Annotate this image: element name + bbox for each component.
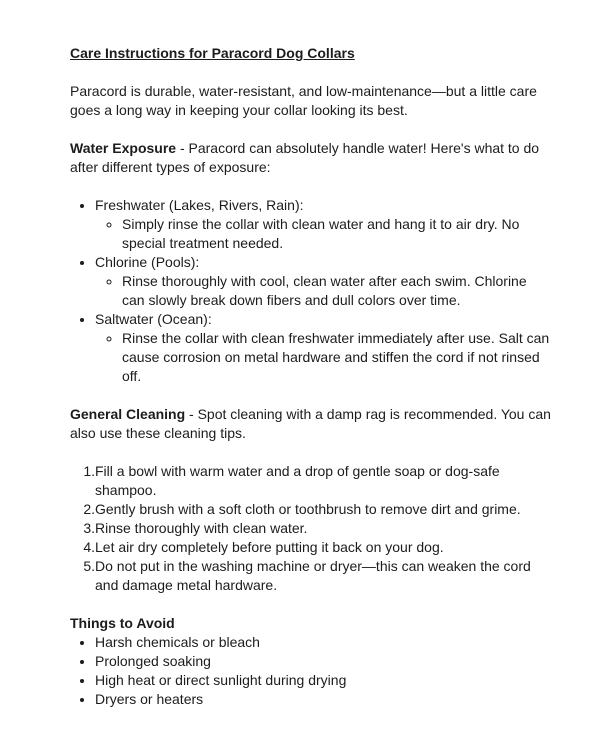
list-item-avoid: • Harsh chemicals or bleach: [95, 633, 553, 652]
list-item-chlorine: [95, 253, 553, 310]
list-item-step: Fill a bowl with warm water and a drop of gentle soap or dog-safe shampoo.: [95, 463, 500, 498]
general-cleaning-paragraph: [70, 405, 553, 443]
general-cleaning-label: General Cleaning: [70, 406, 186, 422]
things-to-avoid-list: [70, 633, 553, 709]
cleaning-steps-list: [70, 462, 553, 595]
list-item-label: Chlorine (Pools):: [95, 254, 200, 270]
water-exposure-paragraph: [70, 139, 553, 177]
list-item-step: Let air dry completely before putting it back on your dog.: [95, 539, 444, 555]
freshwater-sub-list: [95, 215, 553, 253]
chlorine-sub-list: [95, 272, 553, 310]
list-item-detail: ◦ Rinse the collar with clean freshwater immediately after use. Salt can cause corrosion on metal hardware and stiffen the cord if not rinsed off.: [122, 329, 553, 386]
list-item-label: Saltwater (Ocean):: [95, 311, 212, 327]
water-exposure-label: Water Exposure: [70, 140, 177, 156]
list-item-detail: ◦ Rinse thoroughly with cool, clean water after each swim. Chlorine can slowly break down fibers and dull colors over time.: [122, 272, 553, 310]
page-title: Care Instructions for Paracord Dog Collars: [70, 45, 355, 61]
intro-paragraph: Paracord is durable, water-resistant, and low-maintenance—but a little care goes a long way in keeping your collar looking its best.: [70, 83, 537, 118]
saltwater-sub-list: [95, 329, 553, 386]
list-item-step: Gently brush with a soft cloth or toothbrush to remove dirt and grime.: [95, 501, 521, 517]
list-item-step: Do not put in the washing machine or dryer—this can weaken the cord and damage metal hardware.: [95, 558, 531, 593]
water-exposure-list: [70, 196, 553, 386]
list-item-avoid: • Prolonged soaking: [95, 652, 553, 671]
general-cleaning-text: - Spot cleaning with a damp rag is recommended. You can also use these cleaning tips.: [70, 406, 551, 441]
things-to-avoid-heading: Things to Avoid: [70, 615, 175, 631]
list-item-freshwater: [95, 196, 553, 253]
list-item-detail: ◦ Simply rinse the collar with clean water and hang it to air dry. No special treatment needed.: [122, 215, 553, 253]
list-item-step: Rinse thoroughly with clean water.: [95, 520, 308, 536]
water-exposure-text: - Paracord can absolutely handle water! Here's what to do after different types of exposure:: [70, 140, 540, 175]
list-item-avoid: • High heat or direct sunlight during drying: [95, 671, 553, 690]
list-item-saltwater: [95, 310, 553, 386]
list-item-label: Freshwater (Lakes, Rivers, Rain):: [95, 197, 304, 213]
list-item-avoid: • Dryers or heaters: [95, 690, 553, 709]
